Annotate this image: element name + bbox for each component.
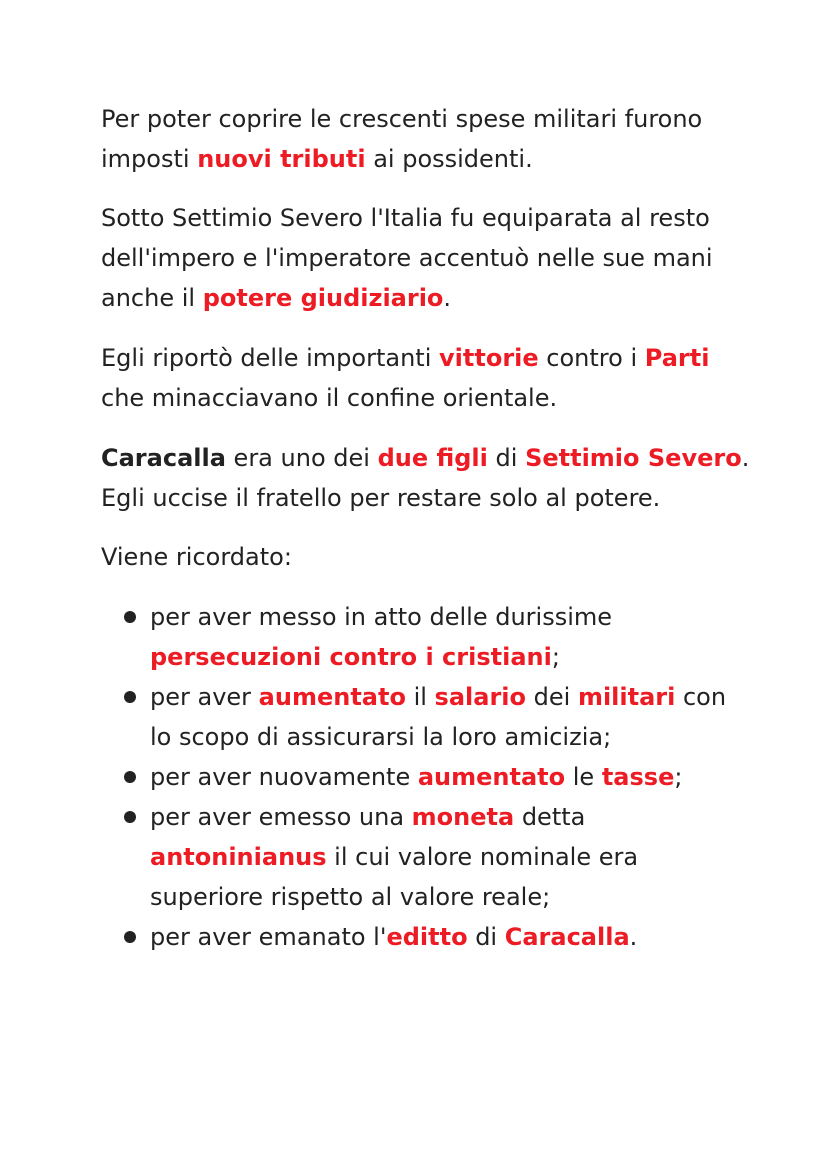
highlight-tasse: tasse [601,763,675,791]
highlight-settimio-severo: Settimio Severo [525,444,742,472]
paragraph-viene-ricordato [101,537,751,577]
text-span: il cui valore nominale era superiore rispetto al valore reale; [150,843,639,911]
text-span: per aver messo in atto delle durissime [150,603,613,631]
text-span: Egli riportò delle importanti [101,344,440,372]
highlight-moneta: moneta [411,803,515,831]
text-span: Sotto Settimio Severo l'Italia fu equiparata al resto dell'impero e l'imperatore accentuò nelle sue mani anche il [101,204,713,312]
highlight-editto: editto [386,923,468,951]
paragraph-settimio-severo [101,198,751,318]
highlight-salario: salario [434,683,526,711]
text-span: le [565,763,602,791]
bullet-dot-icon [124,611,136,623]
text-span: . [443,284,452,312]
text-span: . [629,923,638,951]
text-span: per aver [150,683,259,711]
text-span: detta [514,803,586,831]
bullet-dot-icon [124,811,136,823]
highlight-caracalla: Caracalla [504,923,630,951]
highlight-nuovi-tributi: nuovi tributi [197,145,366,173]
highlight-persecuzioni: persecuzioni contro i cristiani [150,643,552,671]
text-span: per aver emesso una [150,803,412,831]
highlight-parti: Parti [644,344,710,372]
list-item [122,757,742,797]
highlight-militari: militari [577,683,676,711]
paragraph-caracalla [101,438,751,518]
text-span: ; [674,763,683,791]
highlight-aumentato: aumentato [258,683,406,711]
text-span: ; [551,643,560,671]
bullet-dot-icon [124,691,136,703]
text-span: dei [526,683,578,711]
text-span: per aver nuovamente [150,763,418,791]
text-span: Viene ricordato: [101,543,292,571]
bullet-dot-icon [124,771,136,783]
bullet-dot-icon [124,931,136,943]
text-span: di [467,923,505,951]
highlight-antoninianus: antoninianus [150,843,327,871]
text-span: era uno dei [225,444,378,472]
text-span: Per poter coprire le crescenti spese militari furono imposti [101,105,703,173]
highlight-vittorie: vittorie [439,344,539,372]
list-item [122,917,742,957]
paragraph-tributi [101,99,751,179]
text-span: che minacciavano il confine orientale. [101,384,558,412]
highlight-potere-giudiziario: potere giudiziario [202,284,444,312]
text-span: con lo scopo di assicurarsi la loro amicizia; [150,683,727,751]
text-span: ai possidenti. [365,145,533,173]
highlight-aumentato: aumentato [417,763,566,791]
list-item [122,597,742,677]
text-span: di [487,444,526,472]
text-span: per aver emanato l' [150,923,387,951]
text-span: il [405,683,435,711]
paragraph-vittorie [101,338,751,418]
list-item [122,677,742,757]
bullet-list [122,597,742,957]
list-item [122,797,742,917]
bold-caracalla: Caracalla [101,444,226,472]
highlight-due-figli: due figli [377,444,488,472]
text-span: . Egli uccise il fratello per restare solo al potere. [101,444,750,512]
text-span: contro i [538,344,645,372]
